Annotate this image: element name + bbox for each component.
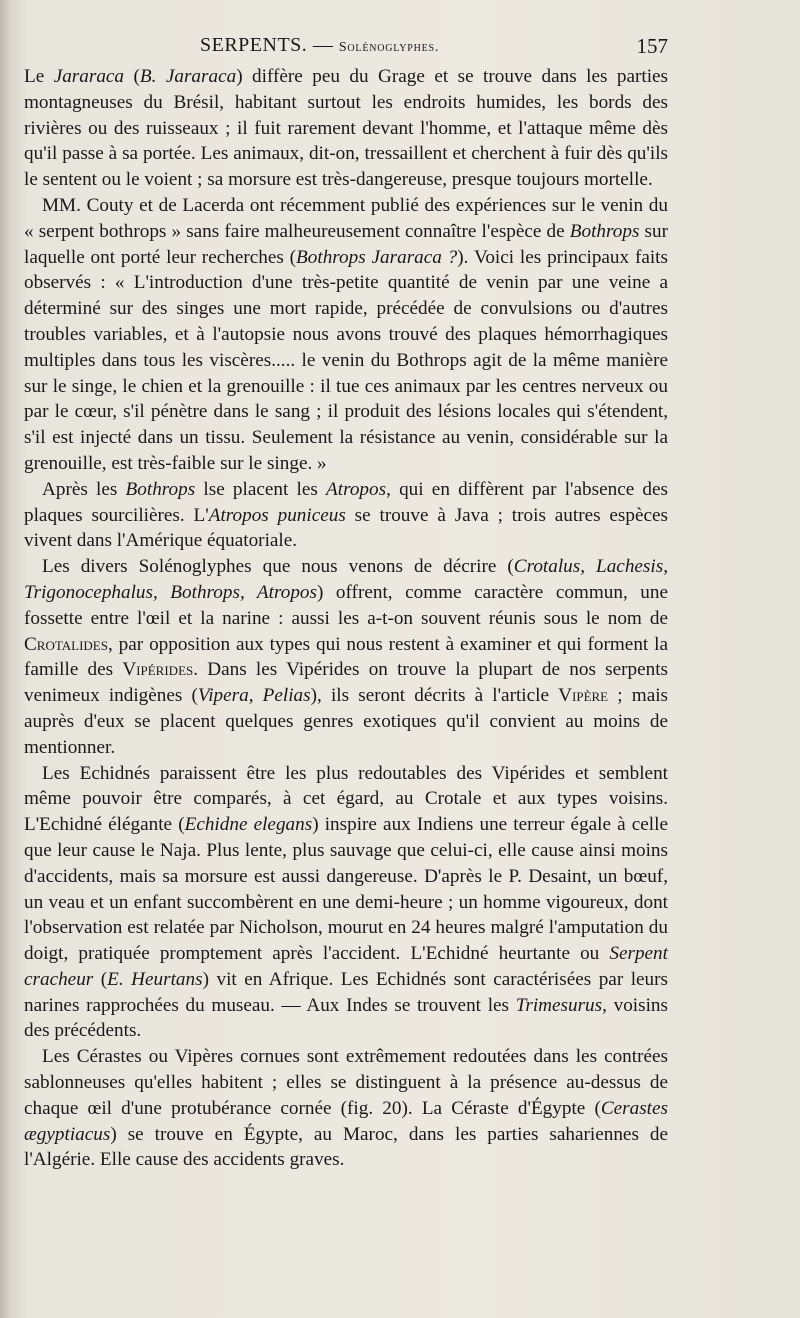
body-text	[24, 64, 668, 1173]
header-dash: —	[307, 34, 339, 56]
text-run: Les Echidnés paraissent être les plus redoutables des Vipérides et semblent même pouvoir être comparés, à cet égard, au Crotale et aux types voisins. L'Echidné élégante (	[24, 762, 668, 836]
header-title: SERPENTS.	[200, 34, 308, 56]
page-number: 157	[636, 34, 668, 58]
text-run: MM. Couty et de Lacerda ont récemment publié des expériences sur le venin du « serpent bothrops » sans faire malheureusement connaître l'espèce de	[24, 194, 668, 242]
italic-run: Cerastes ægyptiacus	[24, 1097, 668, 1145]
running-title	[200, 34, 439, 57]
italic-run: Jararaca	[53, 66, 125, 87]
text-run: ) se trouve en Égypte, au Maroc, dans les parties sahariennes de l'Algérie. Elle cause des accidents graves.	[24, 1123, 668, 1171]
italic-run: E. Heurtans	[107, 968, 203, 990]
small-caps-run: Crotalides	[24, 633, 108, 655]
text-run: Après les	[42, 478, 126, 500]
text-run: Les divers Solénoglyphes que nous venons de décrire (	[42, 556, 514, 578]
text-run: ). Voici les principaux faits observés : « L'introduction d'une très-petite quantité de venin par une veine a déterminé sur des singes une mort rapide, précédée de convulsions ou d'autres troubles variables, et à l'autopsie nous avons trouvé des plaques hémorrhagiques multiples dans tous les viscères..... le venin du Bothrops agit de la même manière sur le singe, le chien et la grenouille : il tue ces animaux par les centres nerveux ou par le cœur, s'il pénètre dans le sang ; il produit des lésions locales qui s'étendent, s'il est injecté dans un tissu. Seulement la résistance au venin, considérable sur la grenouille, est très-faible sur le singe. »	[24, 246, 668, 474]
italic-run: Serpent cracheur	[24, 943, 668, 990]
text-run: , voisins des précédents.	[24, 994, 668, 1042]
paragraph-crotalides	[24, 554, 668, 760]
italic-run: B. Jararaca	[139, 66, 237, 87]
italic-run: Echidne elegans	[184, 814, 313, 836]
text-run: Le	[24, 66, 54, 87]
text-run: Les Cérastes ou Vipères cornues sont extrêmement redoutées dans les contrées sablonneuses qu'elles habitent ; elles se distinguent à la présence au-dessus de chaque œil d'une protubérance cornée (fig. 20). La Céraste d'Égypte (	[24, 1046, 668, 1119]
header-subtitle: Solénoglyphes.	[338, 40, 440, 55]
text-run: lse placent les	[195, 478, 327, 500]
paragraph-jararaca	[24, 64, 668, 193]
text-run: , par opposition aux types qui nous restent à examiner et qui forment la famille des	[24, 633, 668, 681]
running-header	[24, 34, 668, 60]
text-run: ) inspire aux Indiens une terreur égale à celle que leur cause le Naja. Plus lente, plus sauvage que celui-ci, elle cause ainsi moins d'accidents, mais sa morsure est aussi dangereuse. D'après le P. Desaint, un bœuf, un veau et un enfant succombèrent en une demi-heure ; un homme vigoureux, dont l'observation est relatée par Nicholson, mourut en 24 heures malgré l'amputation du doigt, pratiquée promptement après l'accident. L'Echidné heurtante ou	[24, 814, 668, 965]
italic-run: Vipera, Pelias	[197, 685, 311, 707]
italic-run: Trimesurus	[515, 994, 603, 1016]
text-run: (	[124, 66, 140, 87]
text-run: sur laquelle ont porté leur recherches (	[24, 220, 668, 268]
text-run: , qui en diffèrent par l'absence des plaques sourcilières. L'	[24, 478, 669, 526]
text-run: se trouve à Java ; trois autres espèces vivent dans l'Amérique équatoriale.	[24, 504, 669, 552]
italic-run: Bothrops	[125, 478, 196, 500]
italic-run: Atropos puniceus	[208, 504, 346, 526]
text-run: ) vit en Afrique. Les Echidnés sont caractérisées par leurs narines rapprochées du museau. — Aux Indes se trouvent les	[24, 968, 669, 1016]
italic-run: Atropos	[326, 478, 387, 500]
text-run: . Dans les Vipérides on trouve la plupart de nos serpents venimeux indigènes (	[24, 659, 668, 707]
paragraph-cerastes	[24, 1044, 668, 1173]
text-run: (	[93, 968, 108, 990]
paragraph-couty-lacerda	[24, 193, 668, 477]
italic-run: Bothrops Jararaca ?	[296, 246, 458, 268]
italic-run: Crotalus, Lachesis, Trigonocephalus, Bothrops, Atropos	[24, 556, 668, 603]
text-run: ) diffère peu du Grage et se trouve dans les parties montagneuses du Brésil, habitant surtout les endroits humides, les bords des rivières ou des ruisseaux ; il fuit rarement devant l'homme, et l'attaque même dès qu'il passe à sa portée. Les animaux, dit-on, tressaillent et cherchent à fuir dès qu'ils le sentent ou le voient ; sa morsure est très-dangereuse, presque toujours mortelle.	[24, 66, 669, 191]
text-run: ) offrent, comme caractère commun, une fossette entre l'œil et la narine : aussi les a-t-on souvent réunis sous le nom de	[24, 581, 668, 629]
text-run: ), ils seront décrits à l'article	[310, 685, 559, 707]
paragraph-atropos	[24, 477, 668, 554]
small-caps-run: Vipère	[558, 685, 609, 707]
small-caps-run: Vipérides	[122, 659, 194, 681]
italic-run: Bothrops	[569, 220, 640, 242]
text-run: ; mais auprès d'eux se placent quelques genres exotiques qu'il convient au moins de mentionner.	[24, 685, 669, 758]
paragraph-echidnes	[24, 761, 668, 1045]
